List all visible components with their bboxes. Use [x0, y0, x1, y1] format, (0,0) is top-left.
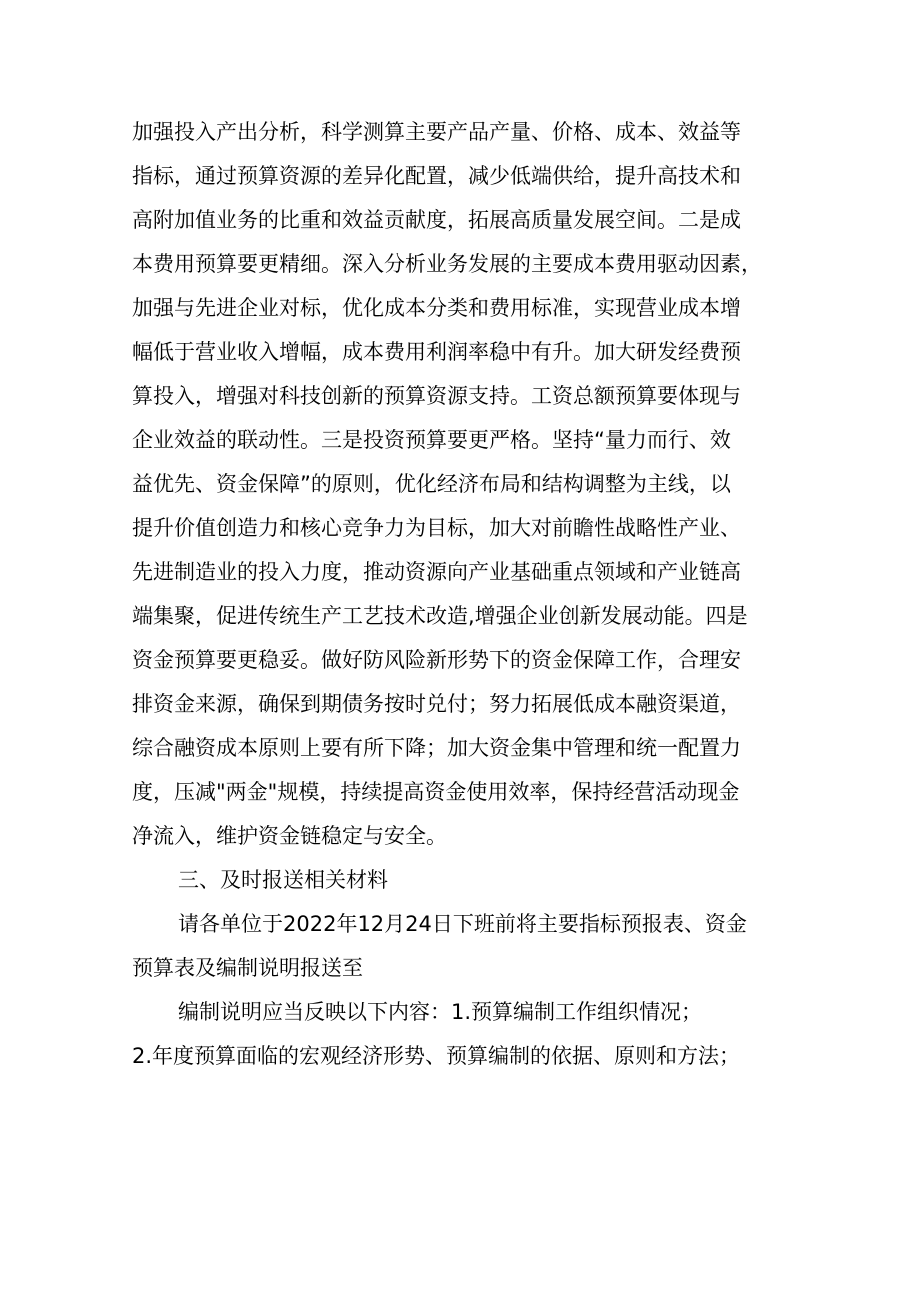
text-line: 预算表及编制说明报送至: [132, 956, 363, 980]
text-line: 算投入，增强对科技创新的预算资源支持。工资总额预算要体现与: [132, 384, 741, 408]
text-line: 请各单位于2022年12月24日下班前将主要指标预报表、资金: [178, 912, 747, 936]
text-line: 净流入，维护资金链稳定与安全。: [132, 824, 447, 848]
text-line: 益优先、资金保障”的原则，优化经济布局和结构调整为主线，以: [132, 472, 731, 496]
text-line: 指标，通过预算资源的差异化配置，减少低端供给，提升高技术和: [132, 164, 741, 188]
text-line: 先进制造业的投入力度，推动资源向产业基础重点领域和产业链高: [132, 560, 741, 584]
text-line: 编制说明应当反映以下内容：1.预算编制工作组织情况；: [178, 1000, 703, 1024]
text-line: 度，压减"两金"规模，持续提高资金使用效率，保持经营活动现金: [132, 780, 740, 804]
text-line: 本费用预算要更精细。深入分析业务发展的主要成本费用驱动因素，: [132, 252, 762, 276]
text-line: 综合融资成本原则上要有所下降；加大资金集中管理和统一配置力: [132, 736, 741, 760]
text-line: 提升价值创造力和核心竞争力为目标，加大对前瞻性战略性产业、: [132, 516, 741, 540]
text-line: 排资金来源，确保到期债务按时兑付；努力拓展低成本融资渠道，: [132, 692, 741, 716]
text-line: 企业效益的联动性。三是投资预算要更严格。坚持“量力而行、效: [132, 428, 731, 452]
text-line: 加强投入产出分析，科学测算主要产品产量、价格、成本、效益等: [132, 120, 741, 144]
text-line: 2.年度预算面临的宏观经济形势、预算编制的依据、原则和方法；: [132, 1044, 741, 1068]
text-line: 加强与先进企业对标，优化成本分类和费用标准，实现营业成本增: [132, 296, 741, 320]
text-line: 幅低于营业收入增幅，成本费用利润率稳中有升。加大研发经费预: [132, 340, 741, 364]
text-line: 资金预算要更稳妥。做好防风险新形势下的资金保障工作，合理安: [132, 648, 741, 672]
section-heading: 三、及时报送相关材料: [178, 868, 388, 892]
text-line: 高附加值业务的比重和效益贡献度，拓展高质量发展空间。二是成: [132, 208, 741, 232]
text-line: 端集聚，促进传统生产工艺技术改造,增强企业创新发展动能。四是: [132, 604, 748, 628]
body-text: [132, 110, 832, 1078]
